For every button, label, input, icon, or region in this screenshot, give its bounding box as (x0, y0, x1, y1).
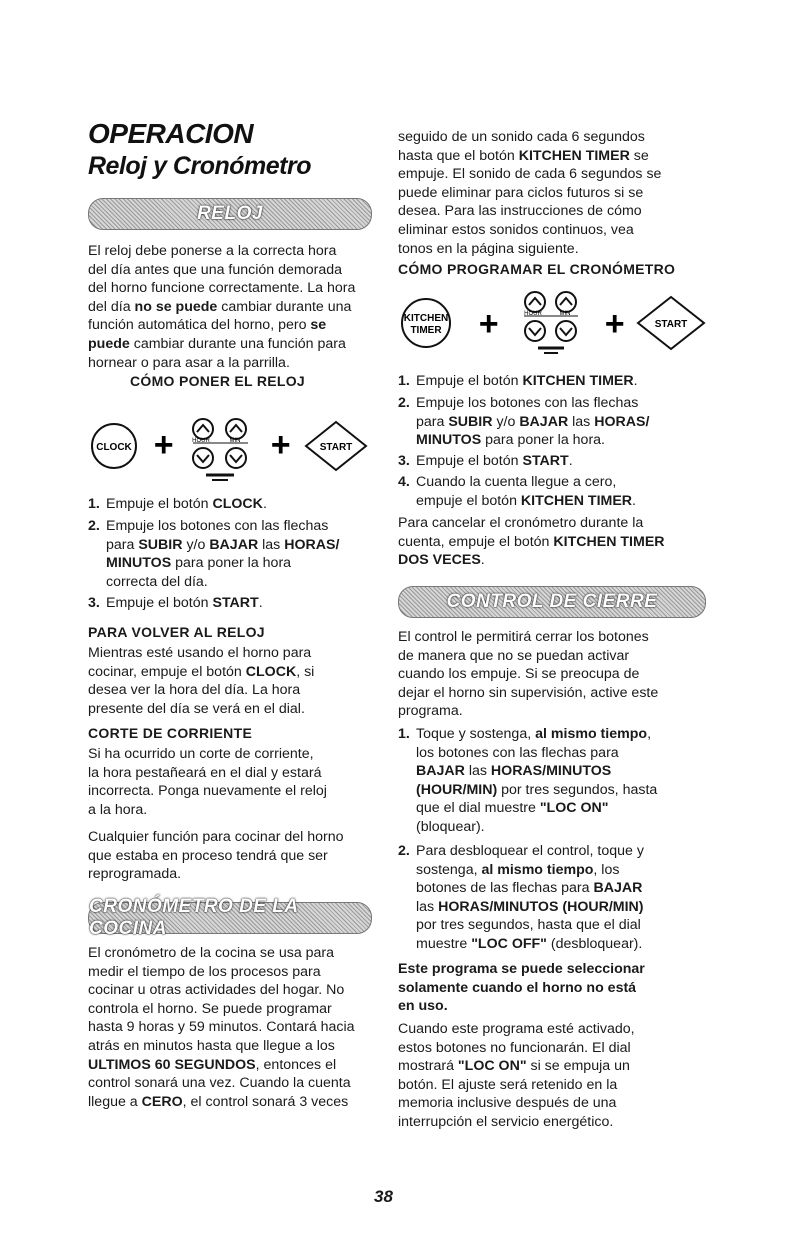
down-arrow-icon (525, 321, 545, 341)
svg-text:+: + (153, 426, 173, 464)
down-arrow-icon (193, 448, 213, 468)
svg-text:HOUR: HOUR (192, 438, 210, 444)
svg-text:CLOCK: CLOCK (96, 442, 132, 453)
reloj-banner-label: RELOJ (197, 203, 263, 224)
cierre-final: Cuando este programa esté activado, estos botones no funcionarán. El dial mostrará "LOC ON" si se empuja un botón. El ajuste será retenido en la memoria inclusive después de una interrupción el servicio energético. (398, 1021, 635, 1130)
svg-text:START: START (654, 319, 688, 330)
svg-text:+: + (604, 305, 624, 343)
svg-text:HOUR: HOUR (524, 311, 542, 317)
cierre-step-2: 2. Para desbloquear el control, toque y sostenga, al mismo tiempo, los botones de las flechas para BAJAR las HORAS/MINUTOS (HOUR/MIN) por tres segundos, hasta que el dial muestre "LOC OFF" (desbloquear). (398, 843, 644, 952)
reloj-intro: El reloj debe ponerse a la correcta hora del día antes que una función demorada del horno funcione correctamente. La hora del día no se puede cambiar durante una función automática del horno, pero se puede cambiar durante una función para hornear o para asar a la parrilla. (88, 243, 356, 371)
cierre-note: Este programa se puede seleccionar solamente cuando el horno no está en uso. (398, 961, 645, 1015)
clock-key-diagram (88, 404, 368, 494)
up-arrow-icon (525, 292, 545, 312)
cronometro-banner (88, 896, 372, 939)
como-programar-heading: CÓMO PROGRAMAR EL CRONÓMETRO (398, 261, 676, 277)
svg-text:KITCHEN: KITCHEN (403, 313, 449, 324)
timer-key-diagram (398, 285, 718, 365)
corte-heading: CORTE DE CORRIENTE (88, 725, 253, 741)
cronometro-step-1: 1. Empuje el botón KITCHEN TIMER. (398, 373, 638, 389)
corte-text: Si ha ocurrido un corte de corriente, la hora pestañeará en el dial y estará incorrecta. Ponga nuevamente el reloj a la hora. (88, 746, 327, 818)
title: OPERACION (88, 118, 254, 149)
cierre-banner-label: CONTROL DE CIERRE (446, 591, 658, 612)
svg-text:+: + (270, 426, 290, 464)
cronometro-step-3: 3. Empuje el botón START. (398, 453, 573, 469)
svg-text:MIN: MIN (229, 438, 241, 444)
reloj-step-3: 3. Empuje el botón START. (88, 595, 263, 611)
up-arrow-icon (193, 419, 213, 439)
cierre-intro: El control le permitirá cerrar los botones de manera que no se puedan activar cuando los empuje. Si se preocupa de dejar el horno sin supervisión, active este programa. (398, 629, 659, 720)
cronometro-step-2: 2. Empuje los botones con las flechas para SUBIR y/o BAJAR las HORAS/ MINUTOS para poner la hora. (398, 395, 650, 449)
reloj-step-1: 1. Empuje el botón CLOCK. (88, 496, 267, 512)
reloj-step-2: 2. Empuje los botones con las flechas para SUBIR y/o BAJAR las HORAS/ MINUTOS para poner la hora correcta del día. (88, 518, 340, 590)
reloj-banner (88, 198, 372, 230)
volver-heading: PARA VOLVER AL RELOJ (88, 624, 265, 640)
subtitle: Reloj y Cronómetro (88, 152, 311, 180)
cancel-text: Para cancelar el cronómetro durante la cuenta, empuje el botón KITCHEN TIMER DOS VECES. (398, 515, 665, 569)
page-number: 38 (374, 1187, 393, 1206)
cierre-banner (398, 586, 706, 618)
como-poner-reloj-heading: CÓMO PONER EL RELOJ (130, 373, 306, 389)
cualquier-text: Cualquier función para cocinar del horno que estaba en proceso tendrá que ser reprogramada. (88, 829, 344, 883)
svg-text:START: START (319, 442, 353, 453)
cronometro-banner-label: CRONÓMETRO DE LA COCINA (89, 896, 298, 939)
svg-text:+: + (478, 305, 498, 343)
volver-text: Mientras esté usando el horno para cocinar, empuje el botón CLOCK, si desea ver la hora del día. La hora presente del día se verá en el dial. (88, 645, 315, 717)
cronometro-step-4: 4. Cuando la cuenta llegue a cero, empuje el botón KITCHEN TIMER. (398, 474, 636, 509)
cronometro-continued: seguido de un sonido cada 6 segundos hasta que el botón KITCHEN TIMER se empuje. El sonido de cada 6 segundos se puede eliminar para ciclos futuros si se desea. Para las instrucciones de cómo eliminar estos sonidos continuos, vea tonos en la página siguiente. (398, 129, 662, 257)
cierre-step-1: 1. Toque y sostenga, al mismo tiempo, los botones con las flechas para BAJAR las HORAS/MINUTOS (HOUR/MIN) por tres segundos, hasta que el dial muestre "LOC ON" (bloquear). (398, 726, 658, 835)
svg-text:TIMER: TIMER (410, 325, 442, 336)
cronometro-intro: El cronómetro de la cocina se usa para medir el tiempo de los procesos para cocinar u otras actividades del hogar. No controla el horno. Se puede programar hasta 9 horas y 59 minutos. Contará hacia atrás en minutos hasta que llegue a los ULTIMOS 60 SEGUNDOS, entonces el control sonará una vez. Cuando la cuenta llegue a CERO, el control sonará 3 veces (88, 945, 355, 1110)
svg-text:MIN: MIN (559, 311, 571, 317)
